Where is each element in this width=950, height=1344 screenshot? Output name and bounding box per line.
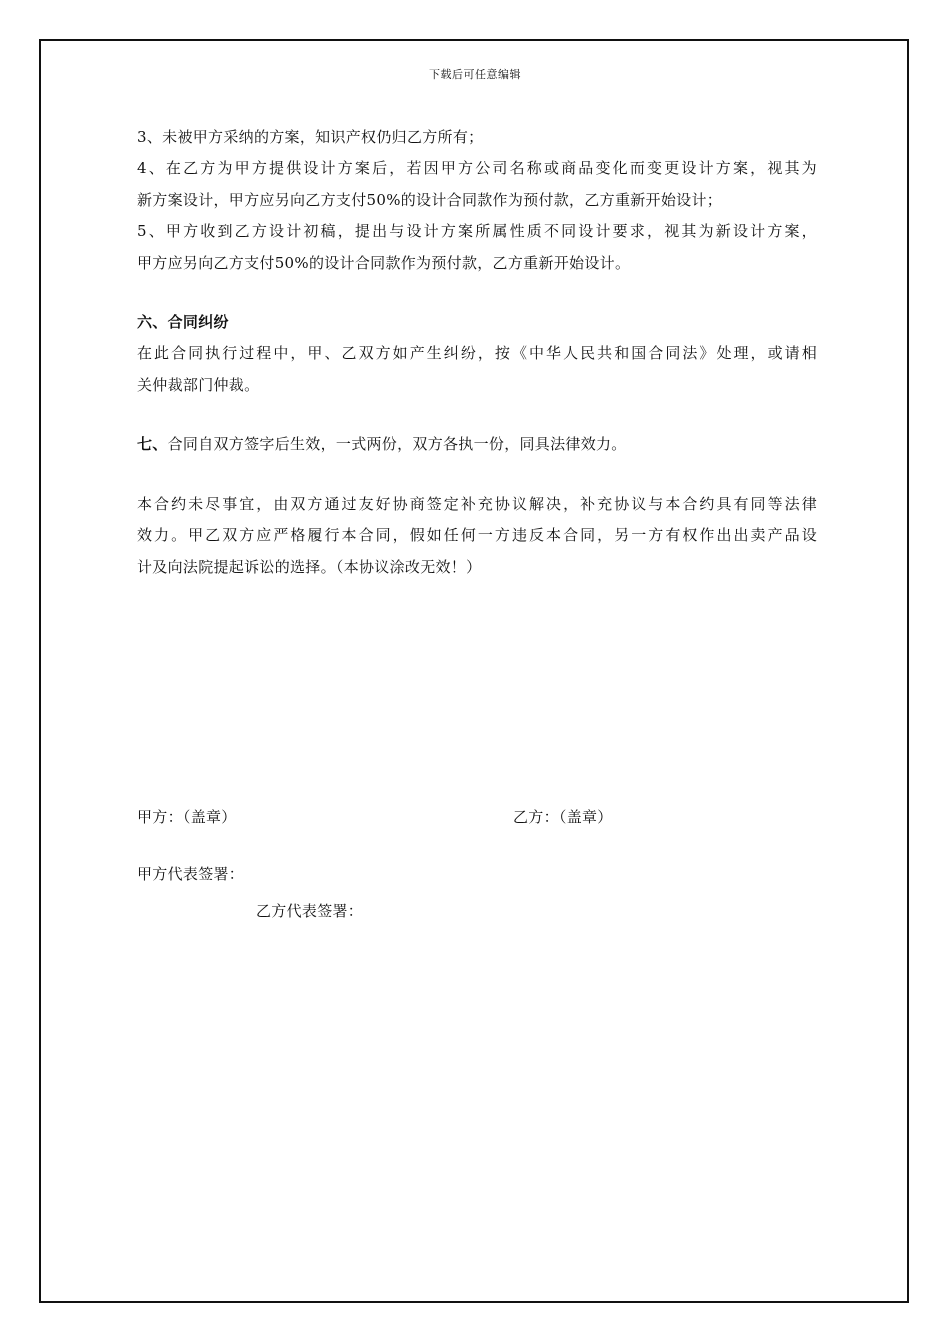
- clause-5-line-2: 甲方应另向乙方支付50%的设计合同款作为预付款，乙方重新开始设计。: [137, 254, 631, 272]
- clause-3: 3、未被甲方采纳的方案，知识产权仍归乙方所有；: [137, 128, 484, 146]
- party-a-seal: 甲方：（盖章）: [137, 808, 237, 826]
- section-6-line-2: 关仲裁部门仲裁。: [137, 376, 260, 394]
- section-6-heading: 六、合同纠纷: [137, 313, 229, 331]
- clause-4-line-2: 新方案设计，甲方应另向乙方支付50%的设计合同款作为预付款，乙方重新开始设计；: [137, 191, 723, 209]
- header-note: 下载后可任意编辑: [429, 68, 521, 81]
- party-a-representative: 甲方代表签署：: [137, 865, 245, 883]
- clause-4-line-1: 4、在乙方为甲方提供设计方案后，若因甲方公司名称或商品变化而变更设计方案，视其为: [137, 159, 817, 177]
- party-b-seal: 乙方：（盖章）: [513, 808, 613, 826]
- section-6-line-1: 在此合同执行过程中，甲、乙双方如产生纠纷，按《中华人民共和国合同法》处理，或请相: [137, 344, 817, 362]
- section-7-number: 七、: [137, 435, 168, 453]
- party-b-representative: 乙方代表签署：: [256, 902, 364, 920]
- supplement-line-3: 计及向法院提起诉讼的选择。（本协议涂改无效！）: [137, 558, 482, 576]
- section-7-text: 合同自双方签字后生效，一式两份，双方各执一份，同具法律效力。: [167, 435, 627, 453]
- clause-5-line-1: 5、甲方收到乙方设计初稿，提出与设计方案所属性质不同设计要求，视其为新设计方案，: [137, 222, 817, 240]
- supplement-line-1: 本合约未尽事宜，由双方通过友好协商签定补充协议解决，补充协议与本合约具有同等法律: [137, 495, 817, 513]
- section-7: [137, 434, 817, 454]
- supplement-line-2: 效力。甲乙双方应严格履行本合同，假如任何一方违反本合同，另一方有权作出出卖产品设: [137, 526, 817, 544]
